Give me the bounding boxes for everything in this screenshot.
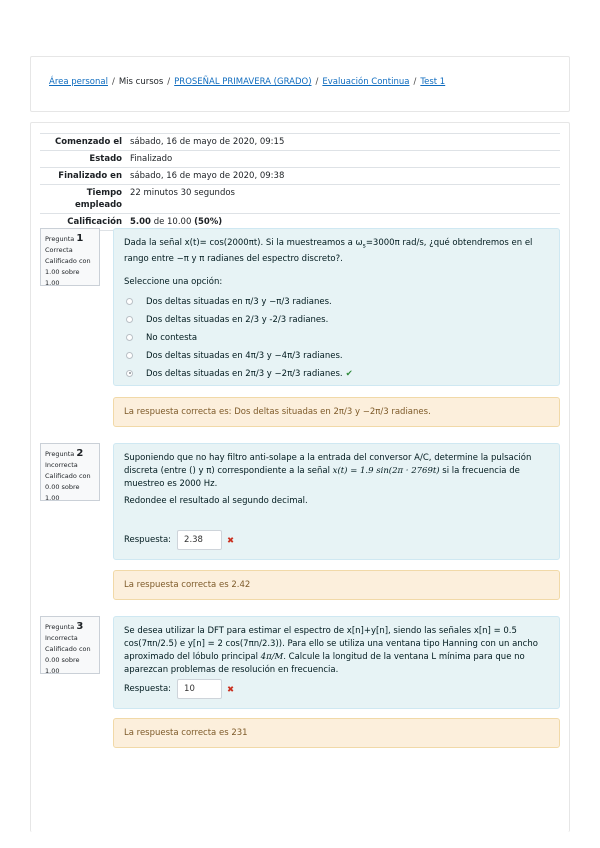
option-b[interactable] bbox=[124, 311, 549, 329]
breadcrumb-separator: / bbox=[315, 77, 319, 87]
question-text: Suponiendo que no hay filtro anti-solape a la entrada del conversor A/C, determine la pulsación discreta (entre () y π) correspondiente a la señal x(t) = 1.9 sin(2π · 2769t) si la frecuencia de muestreo es 2000 Hz. bbox=[124, 453, 532, 489]
option-d[interactable] bbox=[124, 347, 549, 365]
summary-value: sábado, 16 de mayo de 2020, 09:38 bbox=[126, 168, 560, 185]
breadcrumb-section-link[interactable]: Evaluación Continua bbox=[322, 77, 410, 87]
summary-label: Comenzado el bbox=[40, 134, 126, 151]
summary-value: 22 minutos 30 segundos bbox=[126, 185, 560, 214]
answer-label: Respuesta: bbox=[124, 534, 172, 545]
option-c[interactable] bbox=[124, 329, 549, 347]
breadcrumb-separator: / bbox=[111, 77, 115, 87]
radio-button[interactable] bbox=[126, 334, 133, 341]
signal-formula: x(t) = 1.9 sin(2π · 2769t) bbox=[332, 466, 440, 476]
summary-label: Calificación bbox=[40, 214, 126, 231]
question-3-info bbox=[40, 616, 100, 674]
question-2-content bbox=[113, 443, 560, 560]
correct-check-icon: ✔ bbox=[345, 368, 353, 379]
answer-row bbox=[124, 530, 234, 550]
question-number: Pregunta 1 bbox=[45, 233, 84, 244]
grade-of: de 10.00 bbox=[153, 217, 192, 227]
summary-label: Finalizado en bbox=[40, 168, 126, 185]
correct-answer-text: La respuesta correcta es 2.42 bbox=[124, 580, 251, 590]
grade-percent: (50%) bbox=[194, 217, 223, 227]
question-1-feedback bbox=[113, 397, 560, 427]
option-label: Dos deltas situadas en 4π/3 y −4π/3 radianes. bbox=[146, 350, 343, 361]
question-text: Se desea utilizar la DFT para estimar el espectro de x[n]+y[n], siendo las señales x[n] = 0.5 cos(7πn/2.5) e y[n] = 2 cos(7πn/2.3)). Para ello se utiliza una ventana tipo Hanning con un ancho aproximado del lóbulo principal 4π/M. Calcule la longitud de la ventana L mínima para que no aparezcan problemas de resolución en frecuencia. bbox=[124, 626, 538, 675]
question-grade: Calificado con 0.00 sobre 1.00 bbox=[45, 645, 91, 675]
question-grade: Calificado con 0.00 sobre 1.00 bbox=[45, 472, 91, 502]
summary-value: Finalizado bbox=[126, 151, 560, 168]
question-2-feedback bbox=[113, 570, 560, 600]
radio-button[interactable] bbox=[126, 298, 133, 305]
incorrect-cross-icon: ✖ bbox=[227, 684, 235, 695]
option-label: Dos deltas situadas en 2/3 y -2/3 radianes. bbox=[146, 314, 329, 325]
radio-button-checked[interactable] bbox=[126, 370, 133, 377]
summary-row-started bbox=[40, 134, 560, 151]
question-3-feedback bbox=[113, 718, 560, 748]
question-state: Incorrecta bbox=[45, 461, 78, 469]
summary-row-time-taken bbox=[40, 185, 560, 214]
summary-label: Tiempo empleado bbox=[40, 185, 126, 214]
breadcrumb-card bbox=[30, 56, 570, 112]
breadcrumb-my-courses: Mis cursos bbox=[118, 77, 164, 87]
attempt-summary-table bbox=[40, 133, 560, 231]
answer-prompt: Seleccione una opción: bbox=[124, 276, 223, 287]
breadcrumb-course-link[interactable]: PROSEÑAL PRIMAVERA (GRADO) bbox=[174, 77, 312, 87]
incorrect-cross-icon: ✖ bbox=[227, 535, 235, 546]
breadcrumb-home-link[interactable]: Área personal bbox=[49, 77, 108, 87]
option-label: No contesta bbox=[146, 332, 198, 343]
question-number: Pregunta 2 bbox=[45, 448, 84, 459]
question-state: Incorrecta bbox=[45, 634, 78, 642]
breadcrumb-separator: / bbox=[167, 77, 171, 87]
question-1-info bbox=[40, 228, 100, 286]
radio-button[interactable] bbox=[126, 316, 133, 323]
summary-value: sábado, 16 de mayo de 2020, 09:15 bbox=[126, 134, 560, 151]
question-text: Dada la señal x(t)= cos(2000πt). Si la muestreamos a $\omega_s=3000\pi$ rad/s, ¿qué obtendremos en el rango entre −π y π radianes del espectro discreto?. bbox=[124, 238, 533, 264]
rounding-note: Redondee el resultado al segundo decimal. bbox=[124, 496, 308, 506]
question-2-info bbox=[40, 443, 100, 501]
breadcrumb-quiz-link[interactable]: Test 1 bbox=[420, 77, 446, 87]
grade-score: 5.00 bbox=[130, 217, 151, 227]
answer-input[interactable]: 2.38 bbox=[177, 530, 222, 550]
question-3-content bbox=[113, 616, 560, 709]
answer-row bbox=[124, 679, 234, 699]
mainlobe-formula: 4π/M. bbox=[260, 652, 286, 662]
question-state: Correcta bbox=[45, 246, 73, 254]
correct-answer-text: La respuesta correcta es: Dos deltas situadas en 2π/3 y −2π/3 radianes. bbox=[124, 407, 431, 417]
summary-row-finished bbox=[40, 168, 560, 185]
answer-input[interactable]: 10 bbox=[177, 679, 222, 699]
summary-label: Estado bbox=[40, 151, 126, 168]
option-label: Dos deltas situadas en π/3 y −π/3 radianes. bbox=[146, 296, 332, 307]
question-number: Pregunta 3 bbox=[45, 621, 84, 632]
breadcrumb-separator: / bbox=[413, 77, 417, 87]
radio-button[interactable] bbox=[126, 352, 133, 359]
correct-answer-text: La respuesta correcta es 231 bbox=[124, 728, 248, 738]
question-1-content bbox=[113, 228, 560, 386]
option-label: Dos deltas situadas en 2π/3 y −2π/3 radianes. bbox=[146, 368, 343, 379]
option-e-selected[interactable] bbox=[124, 365, 549, 383]
summary-row-state bbox=[40, 151, 560, 168]
question-grade: Calificado con 1.00 sobre 1.00 bbox=[45, 257, 91, 287]
answer-label: Respuesta: bbox=[124, 683, 172, 694]
breadcrumb bbox=[49, 77, 445, 87]
option-a[interactable] bbox=[124, 293, 549, 311]
